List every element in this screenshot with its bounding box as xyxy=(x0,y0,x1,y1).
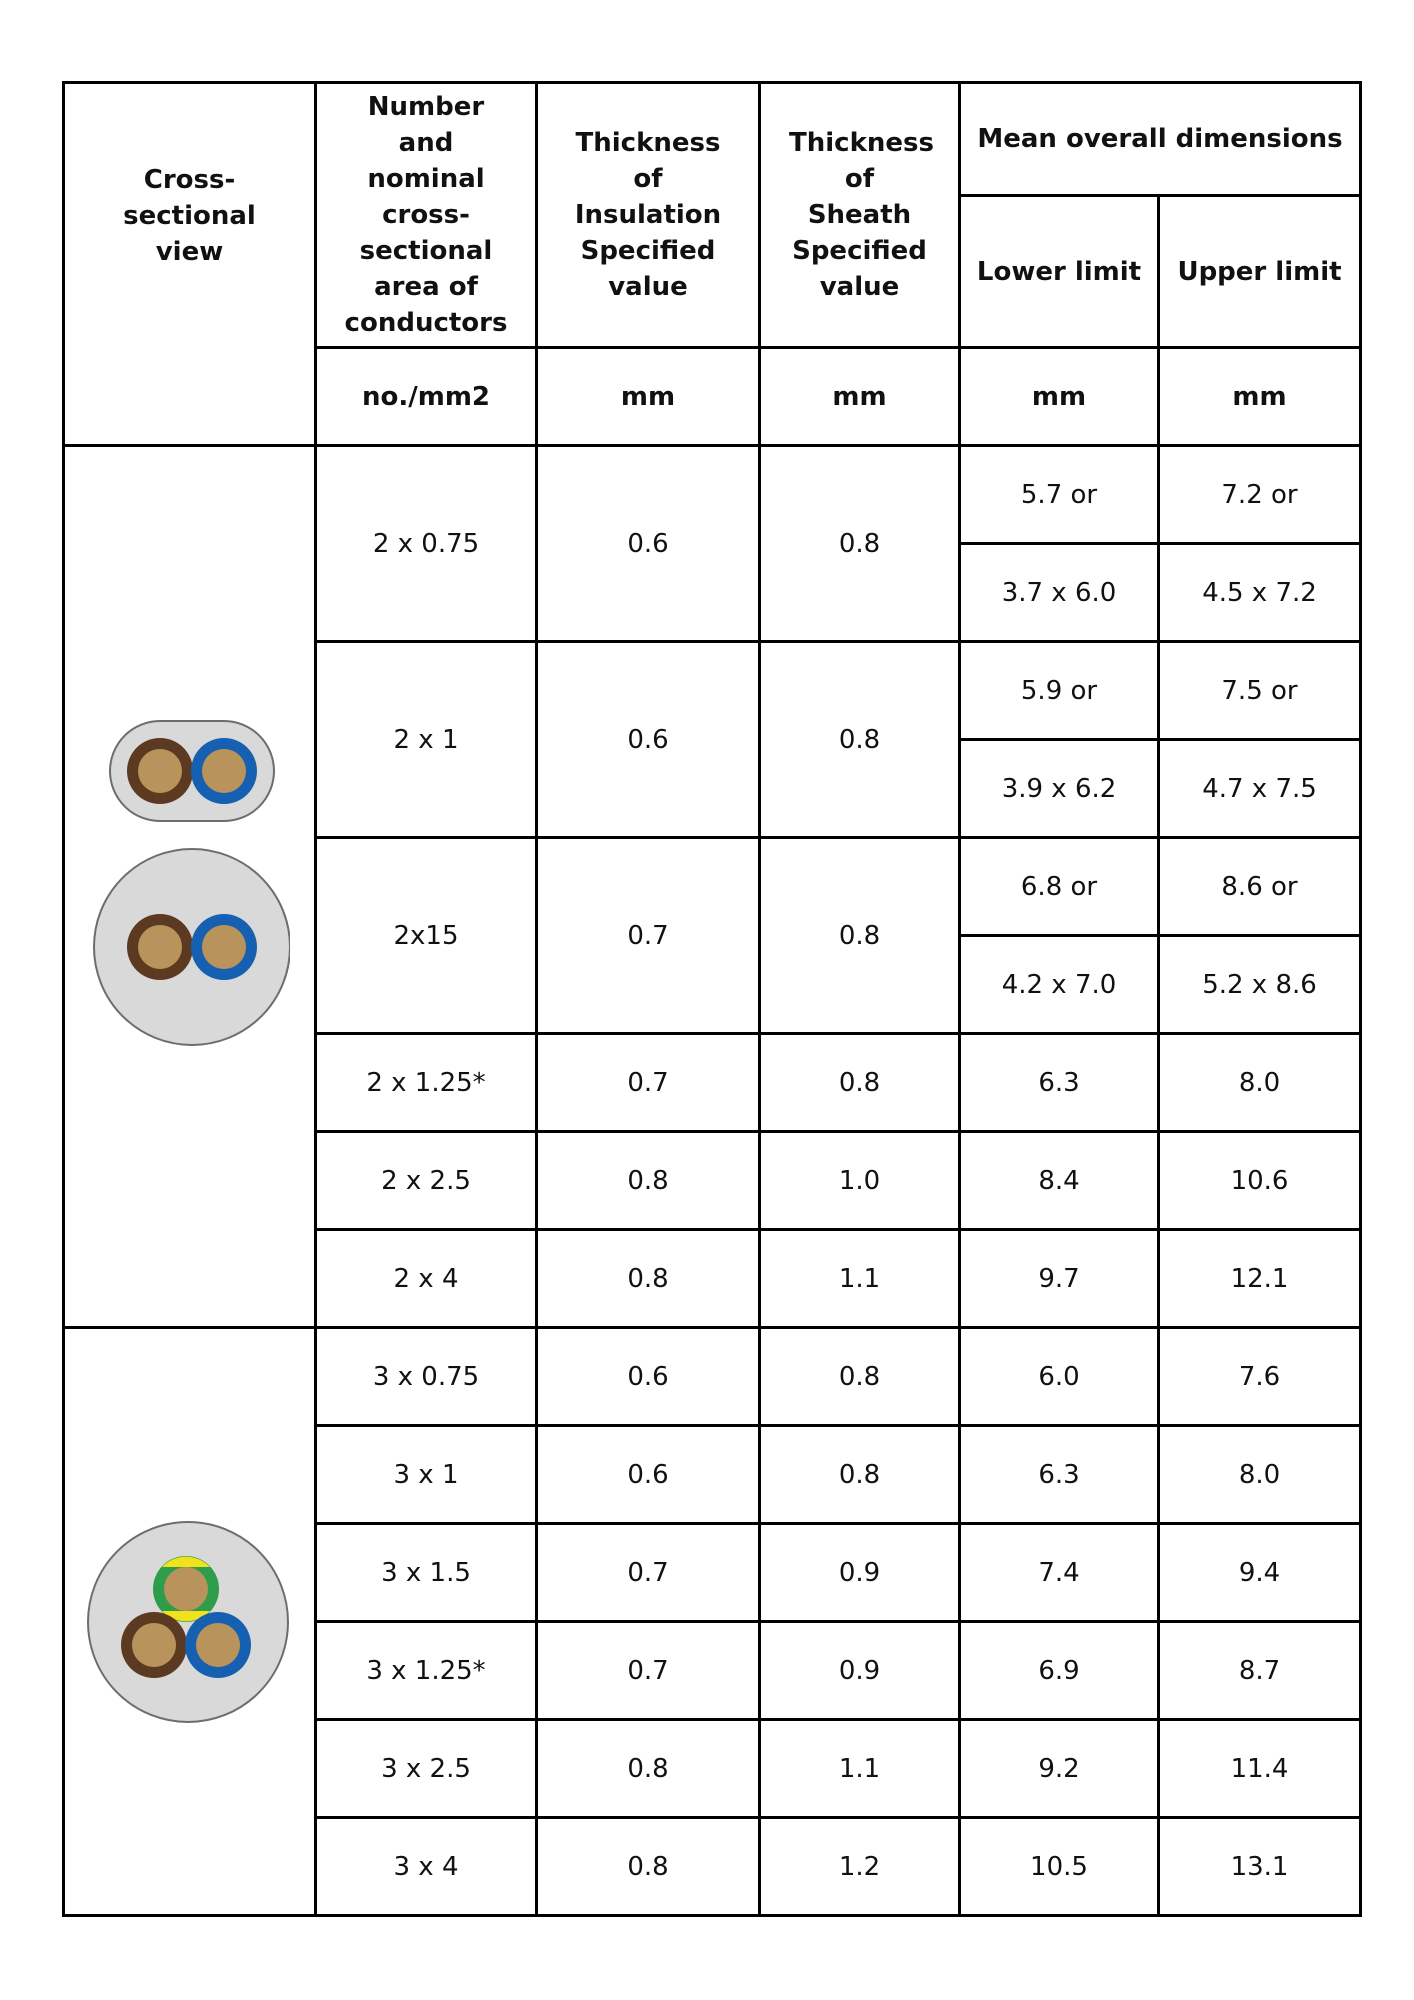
insulation-thickness: 0.6 xyxy=(537,446,760,642)
upper-limit: 5.2 x 8.6 xyxy=(1159,936,1361,1034)
upper-limit: 7.2 or xyxy=(1159,446,1361,544)
conductor-size: 3 x 1.5 xyxy=(316,1524,537,1622)
sheath-thickness: 1.1 xyxy=(760,1230,960,1328)
unit-sheath: mm xyxy=(760,348,960,446)
lower-limit: 9.2 xyxy=(960,1720,1159,1818)
upper-limit: 4.7 x 7.5 xyxy=(1159,740,1361,838)
header-cross-sectional-view: Cross-sectional view xyxy=(64,83,316,348)
lower-limit: 3.7 x 6.0 xyxy=(960,544,1159,642)
twin-cable-illustration-cell xyxy=(64,446,316,1328)
sheath-thickness: 0.8 xyxy=(760,642,960,838)
upper-limit: 9.4 xyxy=(1159,1524,1361,1622)
three-core-cable-icon xyxy=(85,1517,295,1727)
conductor-size: 2 x 4 xyxy=(316,1230,537,1328)
insulation-thickness: 0.8 xyxy=(537,1132,760,1230)
lower-limit: 3.9 x 6.2 xyxy=(960,740,1159,838)
conductor-size: 3 x 0.75 xyxy=(316,1328,537,1426)
lower-limit: 6.8 or xyxy=(960,838,1159,936)
lower-limit: 6.9 xyxy=(960,1622,1159,1720)
insulation-thickness: 0.7 xyxy=(537,1524,760,1622)
conductor-size: 3 x 4 xyxy=(316,1818,537,1916)
header-mean-overall-dimensions: Mean overall dimensions xyxy=(960,83,1361,196)
upper-limit: 12.1 xyxy=(1159,1230,1361,1328)
sheath-thickness: 1.2 xyxy=(760,1818,960,1916)
insulation-thickness: 0.8 xyxy=(537,1230,760,1328)
sheath-thickness: 1.1 xyxy=(760,1720,960,1818)
conductor-size: 2 x 0.75 xyxy=(316,446,537,642)
unit-lower: mm xyxy=(960,348,1159,446)
upper-limit: 11.4 xyxy=(1159,1720,1361,1818)
insulation-thickness: 0.7 xyxy=(537,1034,760,1132)
upper-limit: 8.0 xyxy=(1159,1426,1361,1524)
lower-limit: 6.0 xyxy=(960,1328,1159,1426)
header-conductor-area: Number and nominal cross-sectional area of conductors xyxy=(316,83,537,348)
conductor-size: 3 x 1 xyxy=(316,1426,537,1524)
conductor-size: 2 x 1 xyxy=(316,642,537,838)
unit-insulation: mm xyxy=(537,348,760,446)
sheath-thickness: 0.8 xyxy=(760,446,960,642)
insulation-thickness: 0.8 xyxy=(537,1720,760,1818)
conductor-size: 2x15 xyxy=(316,838,537,1034)
lower-limit: 4.2 x 7.0 xyxy=(960,936,1159,1034)
insulation-thickness: 0.6 xyxy=(537,1426,760,1524)
lower-limit: 7.4 xyxy=(960,1524,1159,1622)
table-row xyxy=(64,1328,1361,1426)
lower-limit: 6.3 xyxy=(960,1426,1159,1524)
upper-limit: 7.6 xyxy=(1159,1328,1361,1426)
header-insulation-thickness: Thickness of Insulation Specified value xyxy=(537,83,760,348)
upper-limit: 13.1 xyxy=(1159,1818,1361,1916)
sheath-thickness: 1.0 xyxy=(760,1132,960,1230)
lower-limit: 8.4 xyxy=(960,1132,1159,1230)
insulation-thickness: 0.7 xyxy=(537,1622,760,1720)
sheath-thickness: 0.9 xyxy=(760,1524,960,1622)
unit-conductor-area: no./mm2 xyxy=(316,348,537,446)
three-core-cable-illustration-cell xyxy=(64,1328,316,1916)
sheath-thickness: 0.8 xyxy=(760,838,960,1034)
unit-upper: mm xyxy=(1159,348,1361,446)
lower-limit: 6.3 xyxy=(960,1034,1159,1132)
upper-limit: 8.6 or xyxy=(1159,838,1361,936)
view-header-continuation xyxy=(64,348,316,446)
header-upper-limit: Upper limit xyxy=(1159,196,1361,348)
insulation-thickness: 0.8 xyxy=(537,1818,760,1916)
lower-limit: 9.7 xyxy=(960,1230,1159,1328)
lower-limit: 5.7 or xyxy=(960,446,1159,544)
insulation-thickness: 0.7 xyxy=(537,838,760,1034)
table-row xyxy=(64,446,1361,544)
lower-limit: 5.9 or xyxy=(960,642,1159,740)
conductor-size: 3 x 2.5 xyxy=(316,1720,537,1818)
upper-limit: 8.7 xyxy=(1159,1622,1361,1720)
sheath-thickness: 0.9 xyxy=(760,1622,960,1720)
sheath-thickness: 0.8 xyxy=(760,1328,960,1426)
header-sheath-thickness: Thickness of Sheath Specified value xyxy=(760,83,960,348)
upper-limit: 7.5 or xyxy=(1159,642,1361,740)
insulation-thickness: 0.6 xyxy=(537,1328,760,1426)
upper-limit: 8.0 xyxy=(1159,1034,1361,1132)
cable-spec-table xyxy=(62,81,1362,1917)
sheath-thickness: 0.8 xyxy=(760,1034,960,1132)
flat-twin-cable-icon xyxy=(90,717,290,1057)
upper-limit: 10.6 xyxy=(1159,1132,1361,1230)
conductor-size: 2 x 2.5 xyxy=(316,1132,537,1230)
sheath-thickness: 0.8 xyxy=(760,1426,960,1524)
upper-limit: 4.5 x 7.2 xyxy=(1159,544,1361,642)
header-lower-limit: Lower limit xyxy=(960,196,1159,348)
insulation-thickness: 0.6 xyxy=(537,642,760,838)
lower-limit: 10.5 xyxy=(960,1818,1159,1916)
units-row xyxy=(64,348,1361,446)
conductor-size: 2 x 1.25* xyxy=(316,1034,537,1132)
conductor-size: 3 x 1.25* xyxy=(316,1622,537,1720)
